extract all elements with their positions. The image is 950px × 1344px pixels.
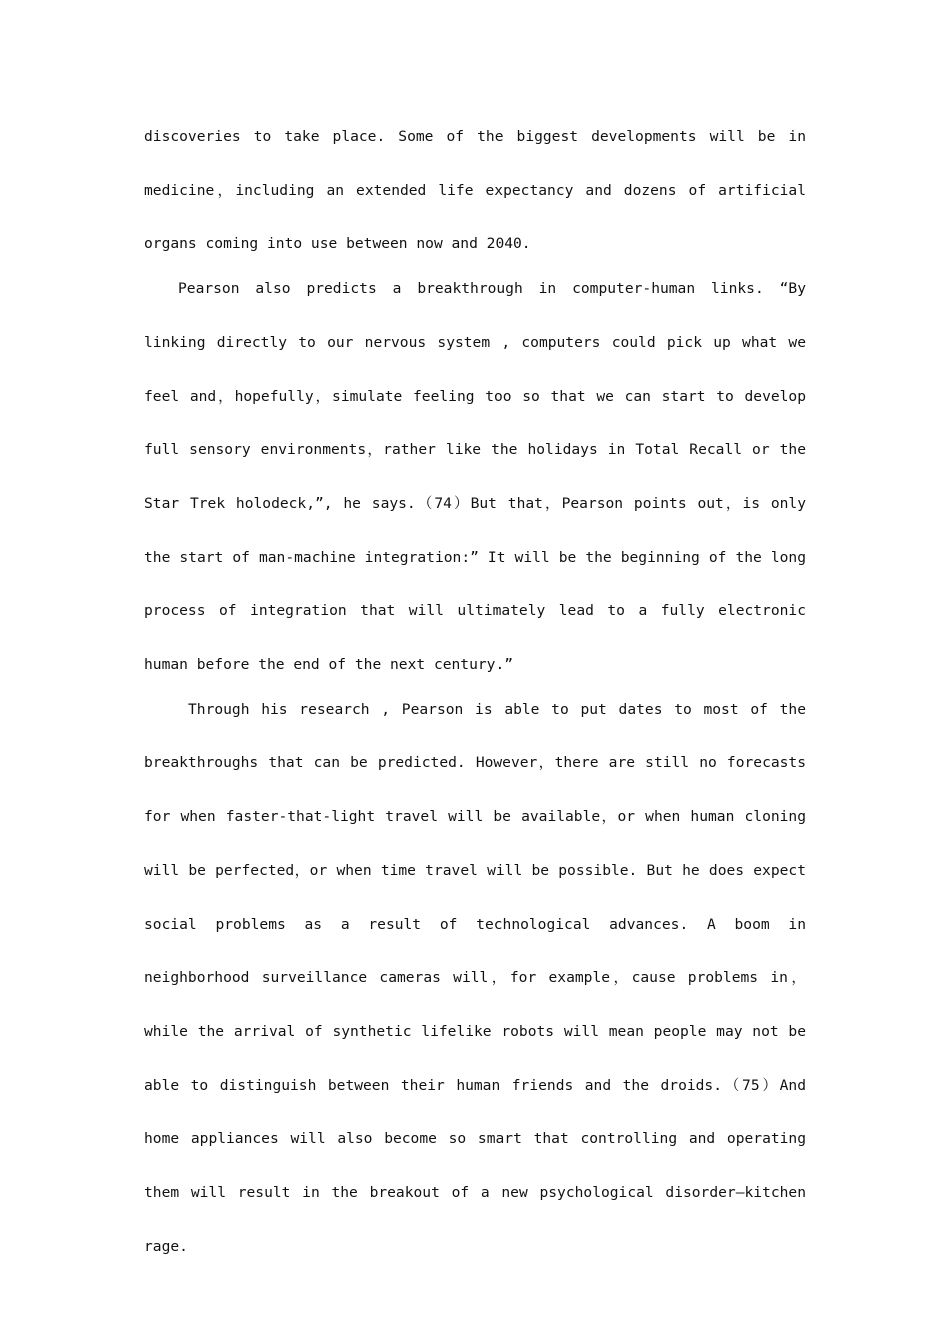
paragraph-1: discoveries to take place. Some of the biggest developments will be in medicine，including an extended life expectancy and dozens of artificial organs coming into use between now and 2040. <box>144 128 806 253</box>
paragraph-3: Through his research , Pearson is able to put dates to most of the breakthroughs that can be predicted. However，there are still no forecasts for when faster-that-light travel will be available，or when human cloning will be perfected，or when time travel will be possible. But he does expect social problems as a result of technological advances. A boom in neighborhood surveillance cameras will，for example，cause problems in，while the arrival of synthetic lifelike robots will mean people may not be able to distinguish between their human friends and the droids.（75）And home appliances will also become so smart that controlling and operating them will result in the breakout of a new psychological disorder—kitchen rage. <box>144 700 806 1255</box>
document-body <box>144 110 806 1273</box>
paragraph-2: Pearson also predicts a breakthrough in computer-human links. “By linking directly to our nervous system , computers could pick up what we feel and，hopefully，simulate feeling too so that we can start to develop full sensory environments，rather like the holidays in Total Recall or the Star Trek holodeck,”, he says.（74）But that，Pearson points out，is only the start of man-machine integration:” It will be the beginning of the long process of integration that will ultimately lead to a fully electronic human before the end of the next century.” <box>144 280 806 674</box>
